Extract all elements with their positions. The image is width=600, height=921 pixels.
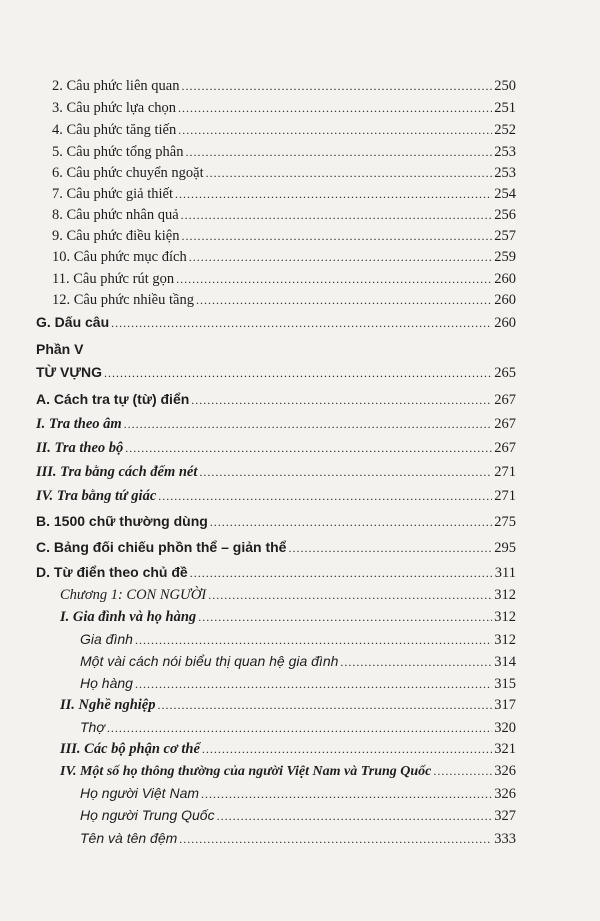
toc-entry-title: 4. Câu phức tăng tiến — [52, 122, 177, 138]
toc-entry-title: IV. Tra bằng tứ giác — [36, 488, 157, 504]
toc-entry-title: B. 1500 chữ thường dùng — [36, 513, 208, 529]
toc-entry — [80, 717, 516, 738]
toc-entry-page: 260 — [494, 292, 516, 308]
toc-entry-page: 256 — [494, 207, 516, 223]
dot-leader — [191, 390, 492, 410]
toc-section-entry — [36, 312, 516, 333]
toc-entry-page: 333 — [494, 831, 516, 847]
dot-leader — [186, 142, 493, 162]
toc-entry — [80, 828, 516, 849]
toc-entry-title: Một vài cách nói biểu thị quan hệ gia đình — [80, 653, 339, 669]
toc-entry-page: 326 — [494, 786, 516, 802]
dot-leader — [135, 630, 492, 650]
part-heading: Phần V — [36, 341, 84, 357]
dot-leader — [111, 313, 492, 333]
toc-part-entry — [36, 362, 516, 383]
toc-entry-page: 265 — [494, 365, 516, 381]
toc-entry-page: 260 — [494, 271, 516, 287]
toc-entry-title: I. Gia đình và họ hàng — [60, 609, 197, 625]
toc-entry — [60, 761, 516, 782]
toc-entry-title: Tên và tên đệm — [80, 830, 178, 846]
dot-leader — [181, 226, 492, 246]
dot-leader — [202, 739, 492, 759]
toc-entry-title: 5. Câu phức tổng phân — [52, 144, 184, 160]
dot-leader — [288, 538, 492, 558]
toc-entry — [52, 184, 516, 204]
dot-leader — [189, 247, 493, 267]
toc-section-entry — [36, 511, 516, 532]
toc-entry-page: 271 — [494, 488, 516, 504]
dot-leader — [181, 76, 492, 96]
toc-entry — [52, 269, 516, 289]
toc-entry-page: 250 — [494, 78, 516, 94]
toc-entry-title: II. Nghề nghiệp — [60, 697, 156, 713]
dot-leader — [433, 761, 492, 781]
toc-entry — [80, 651, 516, 672]
toc-entry — [36, 462, 516, 482]
toc-entry — [52, 142, 516, 162]
dot-leader — [158, 486, 492, 506]
toc-entry-page: 254 — [494, 186, 516, 202]
toc-entry-title: I. Tra theo âm — [36, 416, 122, 432]
toc-entry-title: 9. Câu phức điều kiện — [52, 228, 180, 244]
dot-leader — [107, 718, 492, 738]
toc-entry-title: Họ người Trung Quốc — [80, 807, 215, 823]
dot-leader — [217, 806, 493, 826]
toc-entry-title: A. Cách tra tự (từ) điển — [36, 391, 190, 407]
dot-leader — [178, 98, 492, 118]
dot-leader — [175, 184, 492, 204]
toc-section-entry — [36, 537, 516, 558]
toc-entry-page: 311 — [494, 565, 516, 581]
toc-entry-page: 295 — [494, 540, 516, 556]
toc-entry-page: 271 — [494, 464, 516, 480]
dot-leader — [206, 163, 493, 183]
dot-leader — [201, 784, 492, 804]
toc-entry-title: IV. Một số họ thông thường của người Việt Nam và Trung Quốc — [60, 764, 432, 779]
dot-leader — [208, 585, 492, 605]
toc-entry — [52, 98, 516, 118]
toc-entry-page: 253 — [494, 144, 516, 160]
dot-leader — [157, 695, 492, 715]
toc-entry-page: 317 — [494, 697, 516, 713]
toc-entry — [80, 805, 516, 826]
dot-leader — [179, 829, 492, 849]
toc-entry-page: 275 — [494, 514, 516, 530]
dot-leader — [124, 414, 493, 434]
dot-leader — [340, 652, 492, 672]
toc-entry-title: 6. Câu phức chuyển ngoặt — [52, 165, 204, 181]
dot-leader — [104, 363, 492, 383]
toc-entry-title: TỪ VỰNG — [36, 364, 103, 380]
toc-entry-page: 253 — [494, 165, 516, 181]
toc-entry-title: III. Các bộ phận cơ thể — [60, 741, 200, 757]
toc-entry-title: Họ hàng — [80, 675, 133, 691]
dot-leader — [178, 120, 492, 140]
toc-entry-title: III. Tra bằng cách đếm nét — [36, 464, 198, 480]
dot-leader — [196, 290, 492, 310]
toc-entry-page: 257 — [494, 228, 516, 244]
toc-entry-page: 321 — [494, 741, 516, 757]
toc-entry-title: C. Bảng đối chiếu phồn thể – giản thể — [36, 539, 287, 555]
toc-entry-page: 251 — [494, 100, 516, 116]
toc-entry-title: G. Dấu câu — [36, 314, 110, 330]
dot-leader — [125, 438, 492, 458]
toc-entry-title: 11. Câu phức rút gọn — [52, 271, 175, 287]
toc-entry — [36, 414, 516, 434]
toc-section-entry — [36, 389, 516, 410]
toc-entry-page: 267 — [494, 440, 516, 456]
toc-chapter-entry — [60, 585, 516, 605]
toc-entry — [36, 486, 516, 506]
dot-leader — [198, 607, 492, 627]
toc-entry — [60, 739, 516, 759]
toc-entry-title: Gia đình — [80, 631, 133, 647]
toc-entry-page: 312 — [494, 609, 516, 625]
toc-entry-title: 10. Câu phức mục đích — [52, 249, 187, 265]
toc-entry-page: 312 — [494, 632, 516, 648]
toc-entry — [60, 607, 516, 627]
toc-entry — [36, 438, 516, 458]
dot-leader — [176, 269, 492, 289]
toc-entry-page: 326 — [494, 763, 516, 779]
toc-entry-title: 7. Câu phức giả thiết — [52, 186, 174, 202]
toc-entry — [52, 120, 516, 140]
toc-entry — [52, 163, 516, 183]
dot-leader — [135, 674, 492, 694]
toc-entry — [52, 76, 516, 96]
toc-entry-title: Thợ — [80, 719, 105, 735]
toc-entry-page: 259 — [494, 249, 516, 265]
toc-entry-page: 312 — [494, 587, 516, 603]
toc-entry-title: 2. Câu phức liên quan — [52, 78, 180, 94]
toc-entry — [52, 290, 516, 310]
toc-entry — [52, 247, 516, 267]
toc-entry-page: 320 — [494, 720, 516, 736]
toc-entry-page: 252 — [494, 122, 516, 138]
toc-entry-page: 315 — [494, 676, 516, 692]
toc-entry-title: 3. Câu phức lựa chọn — [52, 100, 177, 116]
toc-entry — [60, 695, 516, 715]
toc-entry-title: Chương 1: CON NGƯỜI — [60, 587, 207, 603]
toc-entry — [80, 629, 516, 650]
toc-entry — [80, 673, 516, 694]
toc-entry-title: D. Từ điển theo chủ đề — [36, 564, 188, 580]
toc-entry-page: 327 — [494, 808, 516, 824]
toc-entry — [52, 205, 516, 225]
dot-leader — [190, 563, 493, 583]
toc-entry-title: 8. Câu phức nhân quả — [52, 207, 179, 223]
toc-entry — [52, 226, 516, 246]
toc-entry-title: Họ người Việt Nam — [80, 785, 200, 801]
dot-leader — [199, 462, 492, 482]
toc-entry-page: 267 — [494, 416, 516, 432]
toc-section-entry — [36, 562, 516, 583]
toc-entry-page: 267 — [494, 392, 516, 408]
toc-entry-page: 260 — [494, 315, 516, 331]
toc-entry — [80, 783, 516, 804]
dot-leader — [181, 205, 493, 225]
toc-entry-page: 314 — [494, 654, 516, 670]
dot-leader — [210, 512, 492, 532]
toc-entry-title: 12. Câu phức nhiều tầng — [52, 292, 194, 308]
toc-entry-title: II. Tra theo bộ — [36, 440, 124, 456]
